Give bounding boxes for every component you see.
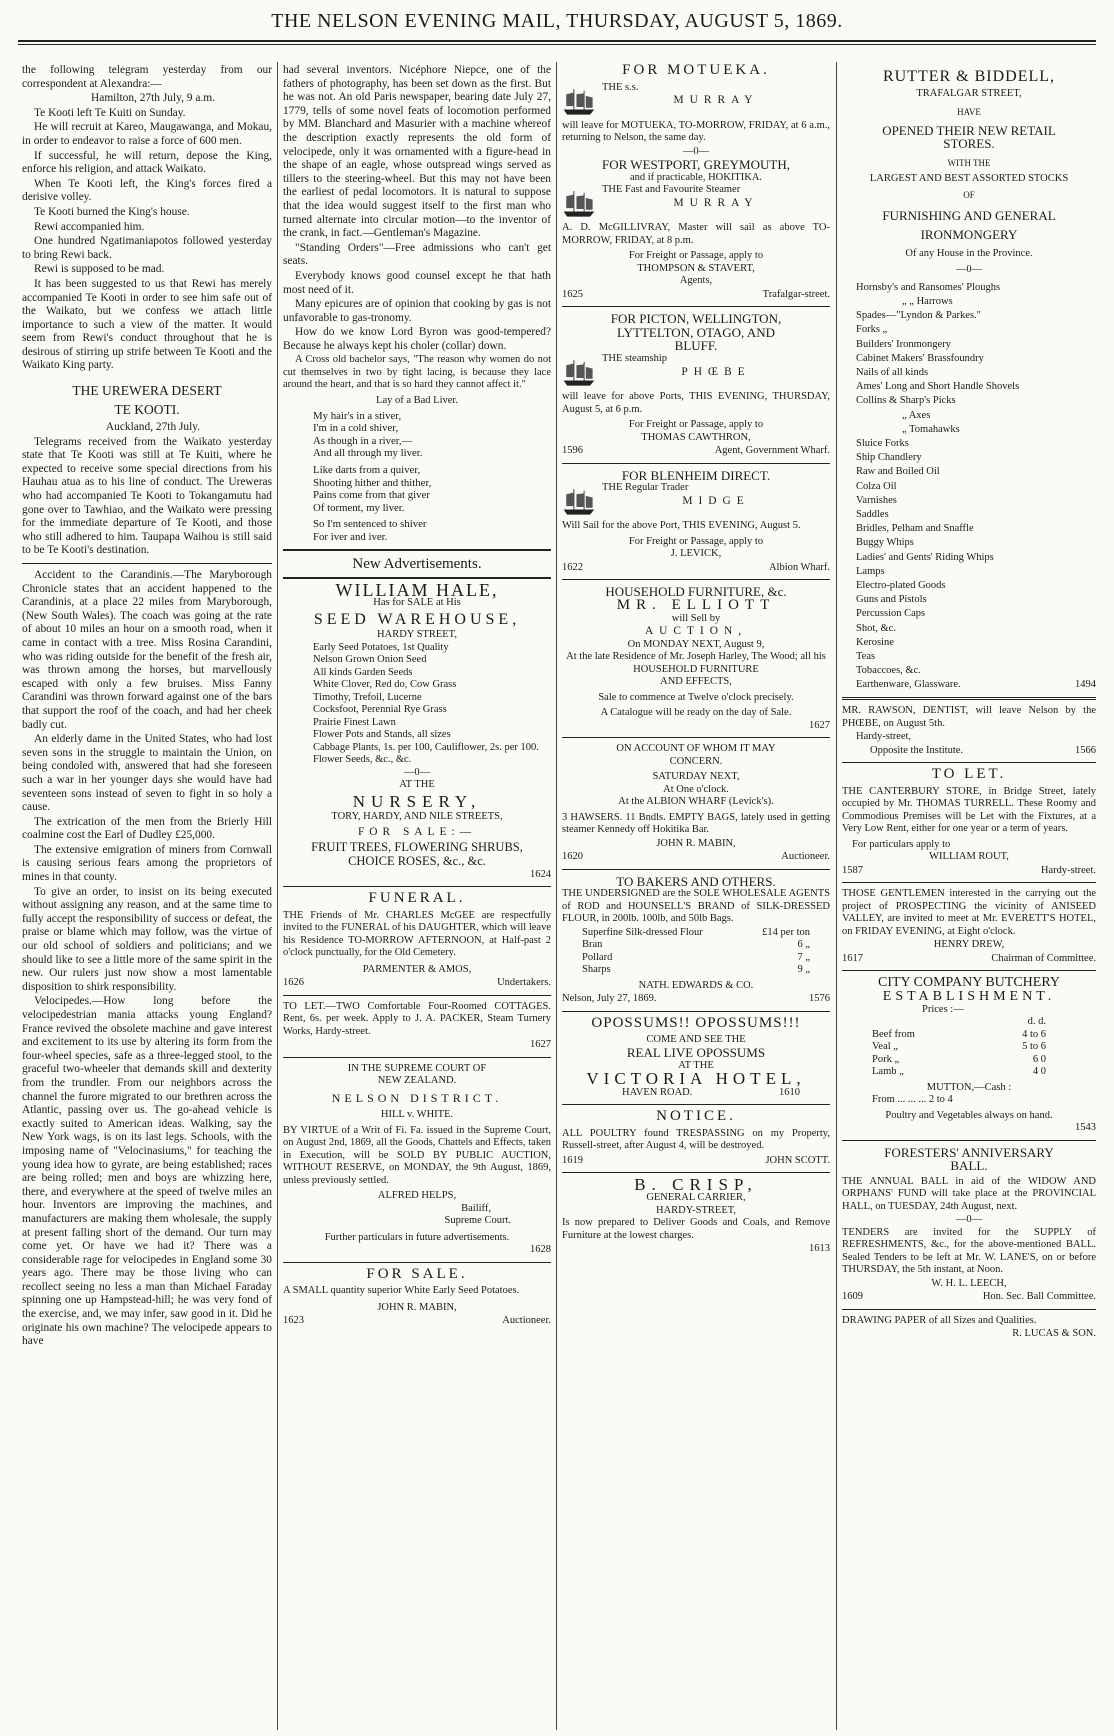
ad-line: JOHN R. MABIN,	[656, 837, 736, 849]
ad-heading: NURSERY,	[352, 791, 482, 811]
ad-line: R. LUCAS & SON.	[1012, 1328, 1096, 1340]
masthead: THE NELSON EVENING MAIL, THURSDAY, AUGUST 5, 1869.	[271, 10, 843, 32]
list-item: Tobaccoes, &c.	[856, 665, 921, 677]
divider	[842, 697, 1096, 700]
list-item: Flower Seeds, &c., &c.	[313, 754, 412, 766]
ad-line: FRUIT TREES, FLOWERING SHRUBS,	[311, 840, 523, 855]
verse-line: Of torment, my liver.	[313, 501, 405, 514]
divider	[283, 577, 551, 579]
ad-line: HOUSEHOLD FURNITURE	[633, 663, 759, 675]
price-table	[842, 1029, 1096, 1079]
ad-line: Bailiff,	[461, 1202, 491, 1214]
ad-line: AUCTION,	[644, 625, 748, 638]
ad-heading: FOR MOTUEKA.	[622, 64, 770, 78]
paragraph: He will recruit at Kareo, Maugawanga, and Mokau, in order to endeavor to raise a force of 600 men.	[22, 121, 272, 147]
paragraph: Rewi is supposed to be mad.	[34, 263, 165, 276]
list-item: „ Axes	[902, 409, 931, 421]
column-3	[562, 64, 830, 1728]
paragraph: If successful, he will return, depose the King, enforce his religion, and attack Waikato.	[22, 149, 272, 176]
list-item: Cocksfoot, Perennial Rye Grass	[313, 704, 447, 716]
ad-number: 1628	[530, 1244, 551, 1256]
ad-line: Auctioneer.	[781, 851, 830, 863]
ship-name: MURRAY	[673, 94, 759, 107]
ship-name: PHŒBE	[681, 365, 751, 378]
dateline: Auckland, 27th July.	[105, 421, 201, 434]
ad-line: will Sell by	[671, 612, 721, 624]
ad-number: 1625	[562, 288, 583, 300]
ad-number: 1620	[562, 851, 583, 863]
ad-line: Has for SALE at His	[373, 597, 461, 609]
ad-heading: TO LET.	[931, 766, 1007, 783]
list-item: All kinds Garden Seeds	[313, 666, 413, 678]
paragraph: Telegrams received from the Waikato yesterday state that Te Kooti was still at Te Kuiti, where he expected to receive some special directions from his Hauhau atua as to his line of conduct. The Ureweras who had accompanied Te Kooti to Tokangamutu had gone over to Tawhiao, and the Waikato were pressing for the immediate departure of Te Kooti, and those who still adhered to him. Taupapa Waihou is still said to be Te Kooti's destination.	[22, 435, 272, 557]
ship-icon	[562, 186, 596, 220]
ad-line: WILLIAM ROUT,	[929, 851, 1009, 863]
ad-text: ALL POULTRY found TRESPASSING on my Property, Russell-street, after August 4, will be destroyed.	[562, 1127, 830, 1152]
ad-text: THE CANTERBURY STORE, in Bridge Street, lately occupied by Mr. THOMAS TURRELL. These Roomy and Commodious Premises will be Let with the Fixtures, at a Very Low Rent, either for one year or a term of years.	[842, 785, 1096, 835]
verse-line: My hair's in a stiver,	[313, 409, 402, 422]
ad-number: 1610	[779, 1086, 800, 1098]
column-divider	[836, 62, 837, 1730]
divider	[562, 306, 830, 307]
ad-number: 1617	[842, 952, 863, 964]
list-item: Teas	[856, 651, 876, 663]
ad-number: 1576	[809, 993, 830, 1005]
ad-line: WITH THE	[947, 157, 991, 168]
ship-name: MIDGE	[682, 494, 750, 507]
verse-line: As though in a river,—	[313, 434, 413, 447]
ad-text: BY VIRTUE of a Writ of Fi. Fa. issued in the Supreme Court, on August 2nd, 1869, all the Goods, Chattels and Effects, taken in Execution, will be SOLD BY PUBLIC AUCTION, WITHOUT RESERVE, on MONDAY, the 9th August, 1869, unless previously settled.	[283, 1124, 551, 1186]
list-item: White Clover, Red do, Cow Grass	[313, 679, 457, 691]
paragraph: It has been suggested to us that Rewi has merely accompanied Te Kooti in order to see him safe out of the Waikato, but we confess we attach little importance to such a view of the matter. It would seem from Rewi's conduct throughout that he is desirous of stirring up strife between Te Kooti and the Waikato King party.	[22, 277, 272, 372]
ad-line: THE Fast and Favourite Steamer	[602, 184, 741, 196]
ad-text: A SMALL quantity superior White Early Seed Potatoes.	[283, 1285, 520, 1297]
ad-number: 1494	[1075, 679, 1096, 691]
ad-heading: FOR PICTON, WELLINGTON,	[610, 311, 782, 327]
divider	[842, 882, 1096, 883]
ad-line: Chairman of Committee.	[991, 952, 1096, 964]
list-item: Shot, &c.	[856, 622, 896, 634]
ad-line: Sale to commence at Twelve o'clock precisely.	[598, 691, 794, 703]
ad-text: will leave for above Ports, THIS EVENING, THURSDAY, August 5, at 6 p.m.	[562, 391, 830, 415]
ad-line: PARMENTER & AMOS,	[362, 963, 472, 975]
ad-line: LARGEST AND BEST ASSORTED STOCKS	[869, 173, 1069, 185]
ad-text: DRAWING PAPER of all Sizes and Qualities.	[842, 1314, 1037, 1326]
dateline: Hamilton, 27th July, 9 a.m.	[91, 92, 215, 105]
ad-line: Auctioneer.	[502, 1315, 551, 1327]
ad-line: AND EFFECTS,	[660, 676, 732, 688]
ad-number: 1627	[809, 719, 830, 731]
ad-line: Hon. Sec. Ball Committee.	[982, 1291, 1096, 1303]
ad-line: From ... ... ... 2 to 4	[872, 1094, 953, 1106]
ad-heading: FORESTERS' ANNIVERSARY	[884, 1144, 1054, 1160]
ad-heading: FUNERAL.	[368, 890, 466, 907]
ad-heading: CITY COMPANY BUTCHERY	[877, 975, 1061, 991]
ad-text: MR. RAWSON, DENTIST, will leave Nelson by the PHŒBE, on August 5th.	[842, 705, 1096, 729]
ad-line: —0—	[682, 145, 710, 157]
ad-line: Undertakers.	[497, 977, 551, 989]
verse-line: I'm in a cold shiver,	[313, 422, 399, 435]
ad-line: Hardy-street.	[1040, 864, 1096, 876]
list-item: Bridles, Pelham and Snaffle	[856, 523, 974, 535]
paragraph: Rewi accompanied him.	[34, 220, 145, 233]
paragraph: the following telegram yesterday from our correspondent at Alexandra:—	[22, 64, 272, 90]
ship-name: MURRAY	[673, 196, 759, 209]
ad-heading: NEW ZEALAND.	[377, 1075, 457, 1087]
list-item: Ladies' and Gents' Riding Whips	[856, 551, 994, 563]
list-item: Prairie Finest Lawn	[313, 716, 396, 728]
list-item: Cabinet Makers' Brassfoundry	[856, 352, 984, 364]
ad-line: ALFRED HELPS,	[377, 1190, 457, 1202]
list-item: Saddles	[856, 509, 889, 520]
ad-number: 1623	[283, 1315, 304, 1327]
list-item: Lamps	[856, 565, 885, 577]
ad-line: W. H. L. LEECH,	[931, 1277, 1007, 1289]
ad-line: Agent, Government Wharf.	[714, 445, 830, 457]
ad-line: GENERAL CARRIER,	[646, 1192, 746, 1204]
top-rule	[18, 40, 1096, 42]
divider	[283, 549, 551, 551]
divider	[283, 995, 551, 996]
verse	[283, 410, 551, 544]
divider	[842, 1140, 1096, 1141]
list-item: Hornsby's and Ransomes' Ploughs	[856, 281, 1001, 293]
divider	[562, 579, 830, 580]
ad-text: will leave for MOTUEKA, TO-MORROW, FRIDAY, at 6 a.m., returning to Nelson, the same day.	[562, 119, 830, 144]
ad-line: HARDY-STREET,	[655, 1204, 736, 1216]
verse-title: Lay of a Bad Liver.	[376, 394, 458, 406]
divider	[842, 762, 1096, 763]
ad-heading: CONCERN.	[669, 755, 723, 767]
list-item: Varnishes	[856, 494, 897, 506]
verse-line: Shooting hither and thither,	[313, 476, 432, 489]
ad-number: 1587	[842, 864, 863, 876]
column-1	[22, 64, 272, 1728]
ad-heading: ESTABLISHMENT.	[882, 989, 1056, 1004]
list-item: Forks „	[856, 324, 888, 336]
list-item: „ Tomahawks	[902, 423, 960, 435]
ad-heading: RUTTER & BIDDELL,	[882, 68, 1056, 85]
article-subheading: TE KOOTI.	[114, 402, 180, 418]
top-rule-thin	[18, 44, 1096, 45]
ad-line: Hardy-street,	[856, 731, 912, 743]
divider	[842, 1309, 1096, 1310]
list-item: Electro-plated Goods	[856, 580, 946, 592]
table-row: Sharps 9 „	[582, 964, 810, 976]
ad-line: JOHN R. MABIN,	[377, 1301, 457, 1313]
verse-line: Like darts from a quiver,	[313, 463, 421, 476]
ad-line: REAL LIVE OPOSSUMS	[626, 1045, 766, 1060]
ad-number: 1609	[842, 1291, 863, 1303]
ad-line: For Freight or Passage, apply to	[628, 535, 764, 547]
goods-list	[842, 281, 1096, 679]
list-item: Timothy, Trefoil, Lucerne	[313, 691, 422, 703]
ad-number: 1626	[283, 977, 304, 989]
list-item: Flower Pots and Stands, all sizes	[313, 729, 451, 741]
divider	[562, 1104, 830, 1105]
list-item: Builders' Ironmongery	[856, 338, 951, 350]
list-item: Percussion Caps	[856, 608, 926, 620]
ad-line: MUTTON,—Cash :	[926, 1081, 1012, 1093]
ad-line: Albion Wharf.	[768, 561, 830, 573]
ad-line: HENRY DREW,	[933, 939, 1005, 951]
ad-line: FOR SALE:—	[357, 825, 477, 838]
divider	[562, 1011, 830, 1012]
table-row: Lamb „ 4 0	[872, 1066, 1046, 1078]
paragraph: How do we know Lord Byron was good-tempered? Because he always kept his choler (collar) down.	[283, 326, 551, 352]
ad-line: For particulars apply to	[852, 838, 951, 850]
ad-line: On MONDAY NEXT, August 9,	[627, 638, 765, 650]
table-row: Beef from 4 to 6	[872, 1028, 1046, 1040]
paragraph: To give an order, to insist on its being executed without assigning any reason, and at the same time to fully accept the responsibility of success or defeat, the praise or blame which may follow, was the virtue of our old school of soldiers and politicians; and we should like to see a little more of the same spirit in the new. Our rulers just now show a most lamentable disposition to shirk responsibility.	[22, 885, 272, 993]
ad-text: 3 HAWSERS. 11 Bndls. EMPTY BAGS, lately used in getting steamer Kennedy off Hokitika Bar.	[562, 811, 830, 836]
list-item: Cabbage Plants, 1s. per 100, Cauliflower, 2s. per 100.	[313, 741, 539, 753]
ad-line: AT THE	[678, 1059, 714, 1071]
ad-heading: FOR SALE.	[366, 1265, 468, 1282]
divider	[283, 1057, 551, 1058]
ad-text: Will Sail for the above Port, THIS EVENING, August 5.	[562, 520, 801, 532]
ad-line: Prices :—	[922, 1003, 964, 1015]
ad-heading: SEED WAREHOUSE,	[313, 610, 521, 628]
divider	[562, 463, 830, 464]
paragraph: Velocipedes.—How long before the velocipedestrian mania attacks young England? France revived the obsolete machine and gave interest and excitement to its use by altering its form from the four-wheel species, safe as a three-legged stool, to the graceful two-wheeler that demands skill and dexterity from the trundler. From our neighbors across the channel the furore migrated to our brethren across the Atlantic, passing over us. The go-ahead vehicle is exactly suited to American ideas. Walking, say the New York wags, is on its last legs. Schools, with the imposing name of "Velocinasiums," for teaching the young idea how to gyrate, are being established; races are being rolled; men and boys are whizzing here, there, and everywhere at the speed of twelve miles an hour. Inventors are improving the machines, and manufacturers are making them wholesale, the supply at present falling short of the demand. Our turn may come yet. Or have we had it? There was a considerable rage for velocipedes in England some 30 years ago. There may be those living who can recollect seeing no less a man than Michael Faraday spinning one up Hampstead-hill; he was very fond of the exercise, and, we may infer, saw good in it. Did he originate his own machine? The velocipede appears to have	[22, 995, 272, 1348]
table-row: Bran 6 „	[582, 939, 810, 951]
paragraph: Many epicures are of opinion that cooking by gas is not unfavorable to gas-tronomy.	[283, 298, 551, 324]
ad-line: TRAFALGAR STREET,	[916, 87, 1022, 99]
ad-heading: VICTORIA HOTEL,	[586, 1069, 806, 1089]
ad-line: Nelson, July 27, 1869.	[562, 993, 657, 1005]
ship-icon	[562, 484, 596, 518]
table-row: Pollard 7 „	[582, 951, 810, 963]
ad-line: Trafalgar-street.	[762, 288, 830, 300]
paragraph: "Standing Orders"—Free admissions who can't get seats.	[283, 241, 551, 268]
new-advertisements-heading: New Advertisements.	[352, 555, 482, 572]
column-divider	[277, 62, 278, 1730]
list-item: Ames' Long and Short Handle Shovels	[856, 381, 1020, 393]
ad-heading: FOR BLENHEIM DIRECT.	[621, 467, 771, 483]
divider	[562, 1172, 830, 1173]
ad-text: THE UNDERSIGNED are the SOLE WHOLESALE AGENTS of ROD and HOUNSELL'S BRAND of SILK-DRESSED FLOUR, in 200lb. 100lb, and 50lb Bags.	[562, 888, 830, 925]
ad-line: —0—	[955, 1214, 983, 1226]
ad-line: THOMAS CAWTHRON,	[641, 431, 751, 443]
ad-line: —0—	[403, 766, 431, 778]
list-item: Colza Oil	[856, 480, 897, 492]
verse-line: And all through my liver.	[313, 447, 423, 460]
list-item: Sluice Forks	[856, 437, 909, 449]
table-row: Superfine Silk-dressed Flour £14 per ton	[582, 926, 810, 938]
column-divider	[556, 62, 557, 1730]
ad-line: SATURDAY NEXT,	[652, 771, 740, 783]
ad-heading: HOUSEHOLD FURNITURE, &c.	[605, 584, 787, 600]
list-item: Ship Chandlery	[856, 452, 922, 464]
ad-text: THE Friends of Mr. CHARLES McGEE are respectfully invited to the FUNERAL of his DAUGHTER, which will leave his Residence TO-MORROW AFTERNOON, at Half-past 2 o'clock punctually, for the Old Cemetery.	[283, 909, 551, 959]
ad-line: For Freight or Passage, apply to	[628, 419, 764, 431]
ad-heading: OPENED THEIR NEW RETAIL	[882, 122, 1056, 138]
paragraph: Te Kooti left Te Kuiti on Sunday.	[34, 106, 186, 119]
paragraph: A Cross old bachelor says, "The reason why women do not cut themselves in two by tight lacing, is because they lace around the heart, and that is so hard they cannot affect it."	[283, 354, 551, 391]
ad-heading: B. CRISP,	[634, 1175, 758, 1195]
ad-heading: FURNISHING AND GENERAL	[882, 207, 1056, 223]
paragraph: Accident to the Carandinis.—The Maryborough Chronicle states that an accident happened to the Carandinis, at a place 22 miles from Maryborough, (New South Wales). The coach was going at the rate of about 10 miles an hour on a smooth road, when it came in contact with a tree. Miss Rosina Carandini, who was riding outside for the benefit of the fresh air, was thrown among the horses, but marvellously escaped with only a few bruises. Miss Fanny Carandini was thrown forward against one of the bars that support the roof of the coach, and had her cheek badly cut.	[22, 569, 272, 731]
hale-advert	[283, 579, 551, 882]
ad-line: COME AND SEE THE	[646, 1033, 746, 1045]
ad-text: Is now prepared to Deliver Goods and Coals, and Remove Furniture at the lowest charges.	[562, 1217, 830, 1241]
ad-text: TO LET.—TWO Comfortable Four-Roomed COTTAGES. Rent, 6s. per week. Apply to J. A. PACKER, Steam Turnery Works, Hardy-street.	[283, 1000, 551, 1037]
ad-number: 1596	[562, 445, 583, 457]
list-item: Buggy Whips	[856, 537, 914, 549]
ad-number: 1624	[530, 868, 551, 880]
ad-heading: LYTTELTON, OTAGO, AND	[617, 324, 775, 340]
list-item: „ „ Harrows	[902, 295, 953, 307]
table-row: Veal „ 5 to 6	[872, 1041, 1046, 1053]
paragraph: Everybody knows good counsel except he that hath most need of it.	[283, 269, 551, 296]
ad-line: At One o'clock.	[663, 783, 729, 795]
ad-heading: and if practicable, HOKITIKA.	[629, 171, 763, 183]
ad-line: For Freight or Passage, apply to	[628, 250, 764, 262]
ad-number: 1543	[1075, 1122, 1096, 1134]
verse-line: For iver and iver.	[313, 530, 388, 543]
ad-line: Poultry and Vegetables always on hand.	[885, 1109, 1053, 1121]
ad-line: OF	[963, 189, 975, 200]
ad-number: 1619	[562, 1154, 583, 1166]
paragraph: An elderly dame in the United States, who had lost seven sons in the struggle to maintain the Union, on being condoled with, answered that had she foreseen such a war in her younger days she would have had seventeen sons instead of seven to fight in so holy a cause.	[22, 733, 272, 814]
ad-line: Opposite the Institute.	[870, 744, 964, 756]
ad-number: 1613	[809, 1243, 830, 1255]
ad-heading: NELSON DISTRICT.	[331, 1090, 503, 1105]
ad-heading: IN THE SUPREME COURT OF	[347, 1062, 487, 1074]
divider	[283, 1262, 551, 1263]
ad-heading: MR. ELLIOTT	[616, 596, 776, 613]
ship-icon	[562, 355, 596, 389]
ad-line: THE Regular Trader	[602, 482, 689, 494]
ad-heading: BLUFF.	[674, 338, 718, 354]
list-item: Collins & Sharp's Picks	[856, 395, 956, 407]
divider	[842, 970, 1096, 971]
ad-line: THE steamship	[602, 353, 668, 365]
divider	[562, 737, 830, 738]
paragraph: When Te Kooti left, the King's forces fired a derisive volley.	[22, 177, 272, 204]
list-item: Earthenware, Glassware.	[856, 679, 961, 691]
ad-line: Of any House in the Province.	[905, 247, 1033, 259]
ad-line: HARDY STREET,	[377, 629, 457, 641]
ad-line: NATH. EDWARDS & CO.	[638, 979, 754, 991]
list-item: Guns and Pistols	[856, 594, 927, 606]
paragraph: One hundred Ngatimaniapotos followed yesterday to bring Rewi back.	[22, 235, 272, 261]
ad-line: HAVE	[957, 107, 981, 118]
column-2	[283, 64, 551, 1728]
ad-line: At the ALBION WHARF (Levick's).	[618, 796, 774, 808]
list-item: Nails of all kinds	[856, 366, 929, 378]
ad-line: HILL v. WHITE.	[380, 1109, 454, 1121]
ad-heading: FOR WESTPORT, GREYMOUTH,	[602, 157, 790, 173]
divider	[283, 886, 551, 887]
ad-line: d. d.	[1027, 1016, 1046, 1028]
ad-heading: NOTICE.	[656, 1108, 736, 1125]
list-item: Kerosine	[856, 636, 894, 648]
advertiser-name: WILLIAM HALE,	[335, 579, 499, 600]
ad-line: At the late Residence of Mr. Joseph Harley, The Wood; all his	[566, 651, 826, 663]
ad-line: THOMPSON & STAVERT,	[637, 262, 755, 274]
ad-heading: OPOSSUMS!! OPOSSUMS!!!	[591, 1014, 801, 1031]
ad-number: 1622	[562, 561, 583, 573]
ad-line: TORY, HARDY, AND NILE STREETS,	[331, 811, 503, 823]
article-heading: THE UREWERA DESERT	[72, 383, 222, 399]
ad-line: CHOICE ROSES, &c., &c.	[348, 853, 486, 868]
paragraph: Te Kooti burned the King's house.	[34, 205, 190, 218]
ad-line: J. LEVICK,	[670, 548, 722, 560]
list-item: Early Seed Potatoes, 1st Quality	[313, 641, 449, 653]
ad-line: A Catalogue will be ready on the day of Sale.	[600, 707, 792, 719]
ad-line: AT THE	[399, 779, 435, 791]
ad-text: THE ANNUAL BALL in aid of the WIDOW AND ORPHANS' FUND will take place at the PROVINCIAL HALL, on TUESDAY, 24th August, next.	[842, 1175, 1096, 1212]
paragraph: The extrication of the men from the Brierly Hill coalmine cost the Earl of Dudley £25,000.	[22, 815, 272, 842]
price-table	[562, 927, 830, 977]
ad-line: Agents,	[679, 275, 713, 287]
ad-number: 1627	[530, 1039, 551, 1051]
ad-line: —0—	[955, 264, 983, 276]
divider	[562, 869, 830, 870]
ad-line: THE s.s.	[602, 81, 639, 93]
list-item: Raw and Boiled Oil	[856, 466, 940, 478]
ad-text: THOSE GENTLEMEN interested in the carrying out the project of PROSPECTING the vicinity of ANISEED VALLEY, are invited to meet at Mr. EVERETT'S HOTEL, on FRIDAY EVENING, at Eight o'clock.	[842, 888, 1096, 937]
list-item: Spades—"Lyndon & Parkes."	[856, 310, 981, 322]
table-row: Pork „ 6 0	[872, 1053, 1046, 1065]
ship-icon	[562, 84, 596, 118]
paragraph: had several inventors. Nicéphore Niepce, one of the fathers of photography, has been set down as the first. But he was not. An old Paris newspaper, bearing date July 27, 1779, tells of some novel feats of locomotion performed by MM. Blanchard and Masurier with a machine whereof the description exactly represents the old form of velocipede, only it was ornamented with a figure-head in the shape of an eagle, whose outspread wings served as tillers to the steering-wheel. But this may not have been the earliest of pedal locomotors. It is natural to suppose that the idea would suggest itself to the first man who turned alternate into circular motion—to the inventor of the crank, in fact.—Gentleman's Magazine.	[283, 64, 551, 240]
ad-line: HAVEN ROAD.	[622, 1086, 693, 1098]
divider	[22, 563, 272, 564]
ad-text: TENDERS are invited for the SUPPLY of REFRESHMENTS, &c., for the above-mentioned BALL. Sealed Tenders to be left at Mr. W. LANE'S, on or before THURSDAY, the 5th instant, at Noon.	[842, 1226, 1096, 1276]
ad-heading: TO BAKERS AND OTHERS.	[616, 873, 776, 889]
ad-heading: STORES.	[943, 136, 995, 152]
ad-heading: BALL.	[950, 1158, 988, 1174]
verse-line: So I'm sentenced to shiver	[313, 518, 427, 531]
ad-text: A. D. McGILLIVRAY, Master will sail as above TO-MORROW, FRIDAY, at 8 p.m.	[562, 222, 830, 246]
ad-heading: ON ACCOUNT OF WHOM IT MAY	[616, 743, 776, 755]
ad-number: 1566	[1075, 744, 1096, 756]
ad-line: Further particulars in future advertisements.	[324, 1231, 510, 1243]
ad-line: Supreme Court.	[444, 1215, 511, 1227]
ad-line: JOHN SCOTT.	[765, 1154, 830, 1166]
verse-line: Pains come from that giver	[313, 489, 430, 502]
paragraph: The extensive emigration of miners from Cornwall is causing serious fears among the proprietors of mines in that county.	[22, 843, 272, 884]
list-item: Nelson Grown Onion Seed	[313, 654, 427, 666]
column-4	[842, 64, 1096, 1728]
ad-heading: IRONMONGERY	[920, 227, 1018, 243]
